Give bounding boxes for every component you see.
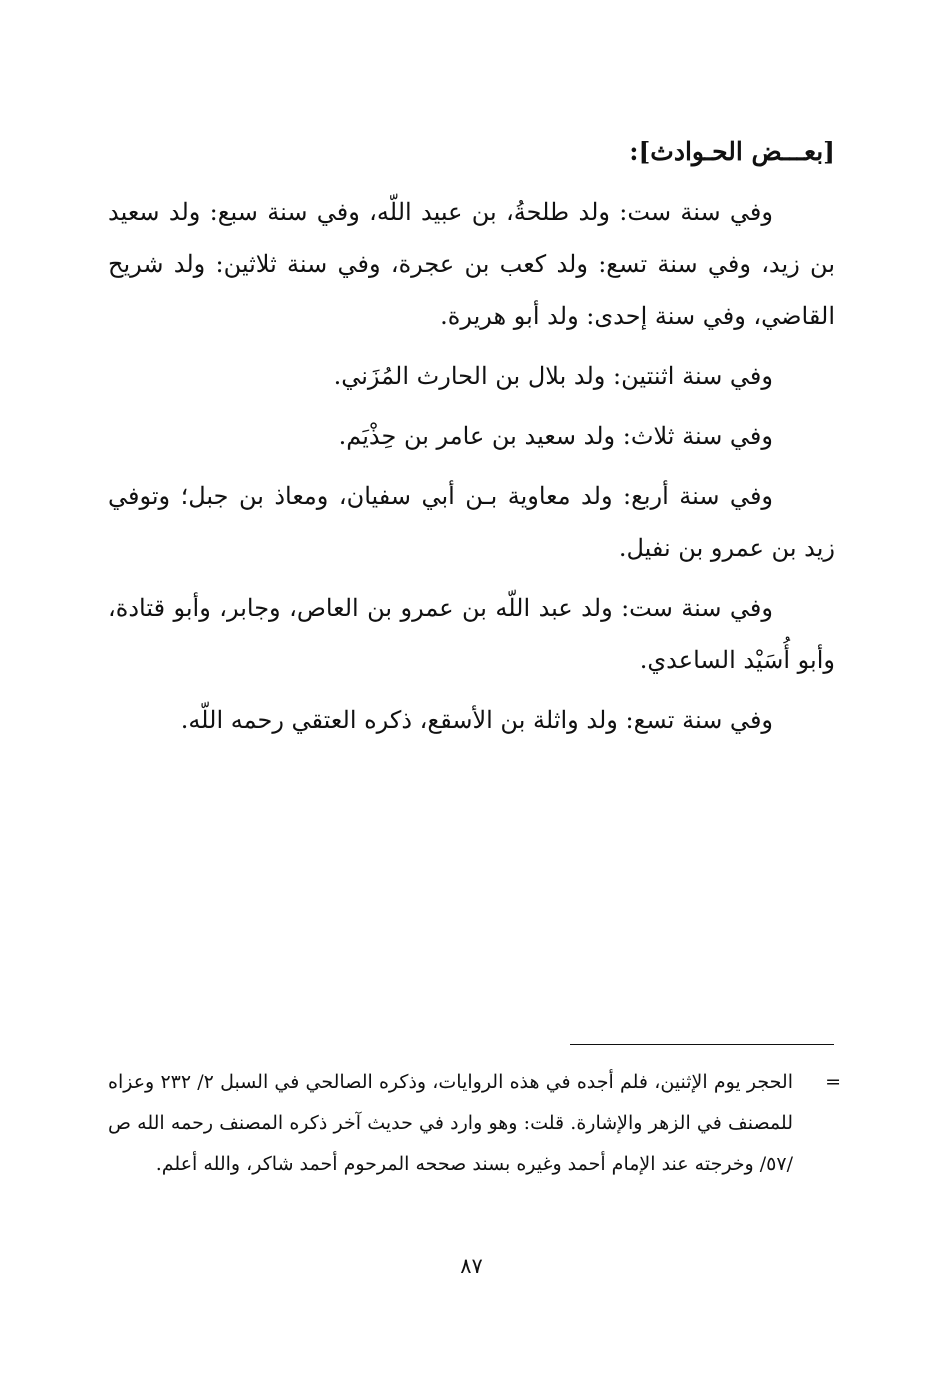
footnote-text: الحجر يوم الإثنين، فلم أجده في هذه الروايات، وذكره الصالحي في السبل ٢/ ٢٣٢ وعزاه للمصنف في الزهر والإشارة. قلت: وهو وارد في حديث آخر ذكره المصنف رحمه الله ص /٥٧/ وخرجته عند الإمام أحمد وغيره بسند صححه المرحوم أحمد شاكر، والله أعلم. bbox=[108, 1071, 793, 1175]
footnote-divider bbox=[570, 1044, 834, 1045]
paragraph-year-two: وفي سنة اثنتين: ولد بلال بن الحارث المُزَني. bbox=[333, 362, 773, 390]
paragraph-year-six: وفي سنة ست: ولد عبد اللّه بن عمرو بن العاص، وجابر، وأبو قتادة، وأبو أُسَيْد الساعدي. bbox=[108, 594, 835, 674]
main-text bbox=[108, 186, 835, 754]
paragraph-year-three: وفي سنة ثلاث: ولد سعيد بن عامر بن حِذْيَم. bbox=[338, 422, 773, 450]
page-number: ٨٧ bbox=[460, 1254, 483, 1278]
paragraph-year-nine: وفي سنة تسع: ولد واثلة بن الأسقع، ذكره العتقي رحمه اللّه. bbox=[180, 706, 773, 734]
paragraph-year-four: وفي سنة أربع: ولد معاوية بـن أبي سفيان، ومعاذ بن جبل؛ وتوفي زيد بن عمرو بن نفيل. bbox=[108, 482, 835, 562]
footnote-continuation-marker: = bbox=[825, 1071, 841, 1093]
section-heading: [بعـــض الحـوادث]: bbox=[629, 137, 835, 166]
paragraph-births-1: وفي سنة ست: ولد طلحةُ، بن عبيد اللّه، وفي سنة سبع: ولد سعيد بن زيد، وفي سنة تسع: ولد كعب بن عجرة، وفي سنة ثلاثين: ولد شريح القاضي، وفي سنة إحدى: ولد أبو هريرة. bbox=[108, 198, 836, 330]
footnote bbox=[108, 1062, 841, 1185]
